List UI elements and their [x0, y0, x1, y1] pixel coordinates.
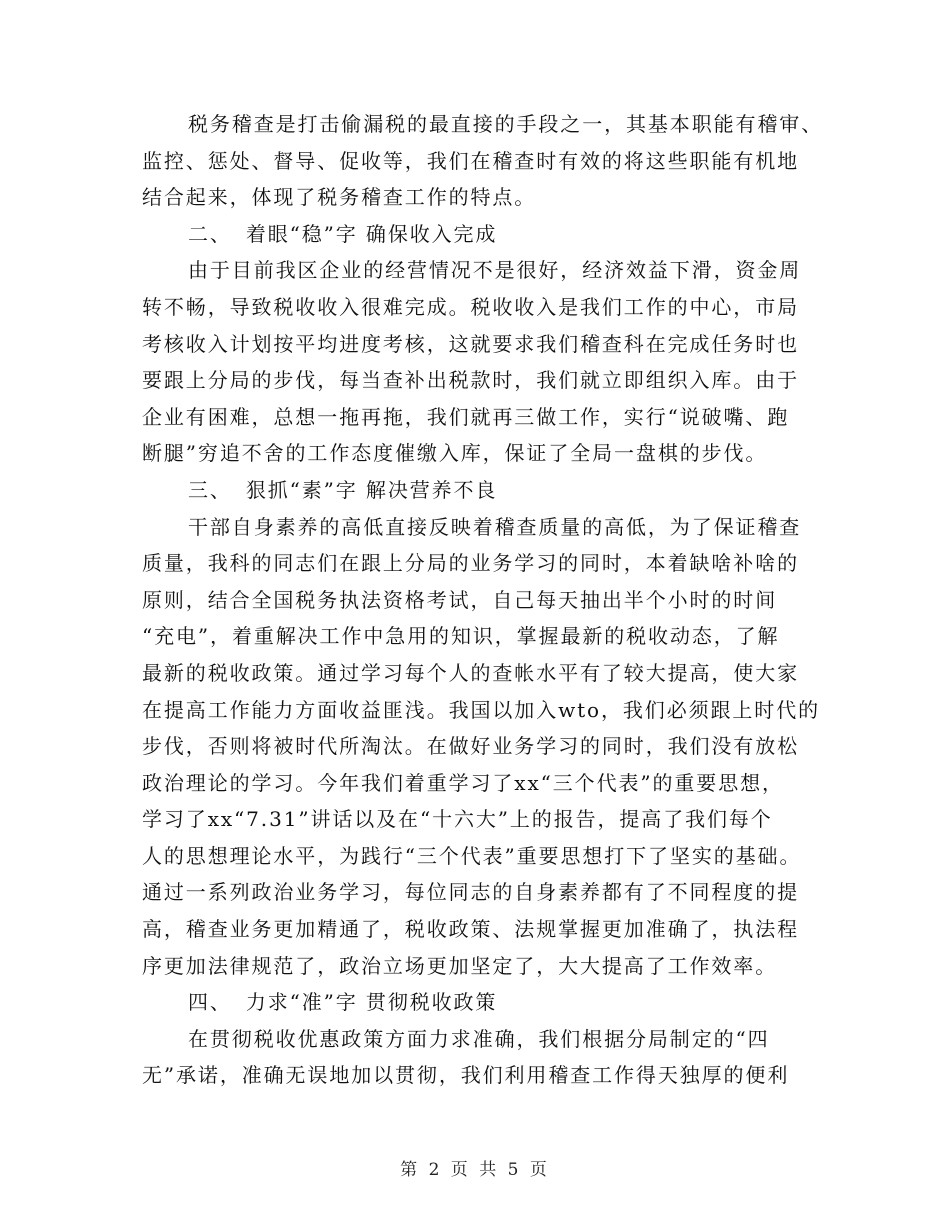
paragraph-line: 考核收入计划按平均进度考核，这就要求我们稽查科在完成任务时也 — [142, 331, 799, 356]
page-footer: 第 2 页 共 5 页 — [400, 1160, 550, 1180]
paragraph-line: 人的思想理论水平，为践行“三个代表”重要思想打下了坚实的基础。 — [142, 843, 802, 868]
section-number: 四、 — [188, 990, 232, 1015]
paragraph-line: 序更加法律规范了，政治立场更加坚定了，大大提高了工作效率。 — [142, 953, 778, 978]
paragraph-first-line: 由于目前我区企业的经营情况不是很好，经济效益下滑，资金周 — [188, 258, 802, 283]
section-title: 力求“准”字 贯彻税收政策 — [245, 990, 498, 1015]
paragraph-line: 结合起来，体现了税务稽查工作的特点。 — [142, 185, 537, 210]
section-number: 二、 — [188, 221, 232, 246]
paragraph-line: 政治理论的学习。今年我们着重学习了xx“三个代表”的重要思想， — [142, 770, 784, 795]
paragraph-line: 学习了xx“7.31”讲话以及在“十六大”上的报告，提高了我们每个 — [142, 807, 773, 832]
paragraph-first-line: 在贯彻税收优惠政策方面力求准确，我们根据分局制定的“四 — [188, 1026, 770, 1051]
paragraph-line: 最新的税收政策。通过学习每个人的查帐水平有了较大提高，使大家 — [142, 660, 799, 685]
section-title: 着眼“稳”字 确保收入完成 — [245, 221, 498, 246]
paragraph-first-line: 干部自身素养的高低直接反映着稽查质量的高低，为了保证稽查 — [188, 514, 802, 539]
section-number: 三、 — [188, 477, 232, 502]
paragraph-line: 高，稽查业务更加精通了，税收政策、法规掌握更加准确了，执法程 — [142, 917, 799, 942]
section-heading — [142, 984, 807, 1021]
paragraph-line: 原则，结合全国税务执法资格考试，自己每天抽出半个小时的时间 — [142, 587, 778, 612]
paragraph-line: 质量，我科的同志们在跟上分局的业务学习的同时，本着缺啥补啥的 — [142, 551, 799, 576]
paragraph-first-line: 税务稽查是打击偷漏税的最直接的手段之一，其基本职能有稽审、 — [188, 112, 824, 136]
paragraph-line: 在提高工作能力方面收益匪浅。我国以加入wto，我们必须跟上时代的 — [142, 697, 820, 722]
document-body — [142, 106, 824, 1094]
section-title: 狠抓“素”字 解决营养不良 — [245, 477, 498, 502]
paragraph-line: 通过一系列政治业务学习，每位同志的自身素养都有了不同程度的提 — [142, 880, 799, 905]
paragraph-line: 断腿”穷追不舍的工作态度催缴入库，保证了全局一盘棋的步伐。 — [142, 441, 768, 466]
paragraph-line: 要跟上分局的步伐，每当查补出税款时，我们就立即组织入库。由于 — [142, 368, 799, 393]
section-heading — [142, 472, 807, 509]
paragraph-line: 监控、惩处、督导、促收等，我们在稽查时有效的将这些职能有机地 — [142, 148, 799, 173]
paragraph-line: 转不畅，导致税收收入很难完成。税收收入是我们工作的中心，市局 — [142, 294, 799, 319]
section-heading — [142, 216, 807, 253]
paragraph-line: 无”承诺，准确无误地加以贯彻，我们利用稽查工作得天独厚的便利 — [142, 1063, 790, 1088]
paragraph-line: 步伐，否则将被时代所淘汰。在做好业务学习的同时，我们没有放松 — [142, 734, 799, 759]
paragraph-line: 企业有困难，总想一拖再拖，我们就再三做工作，实行“说破嘴、跑 — [142, 404, 790, 429]
paragraph-line: “充电”，着重解决工作中急用的知识，掌握最新的税收动态，了解 — [142, 624, 780, 649]
